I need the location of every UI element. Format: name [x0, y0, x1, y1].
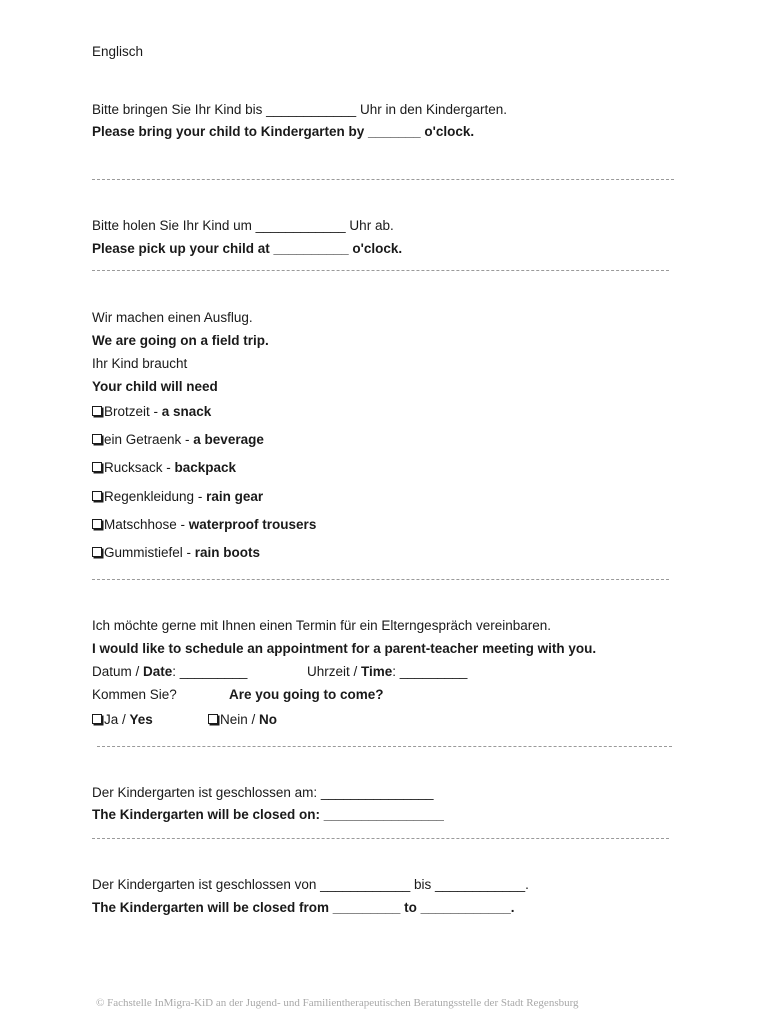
checkbox-icon[interactable]	[92, 462, 102, 472]
list-item[interactable]: ein Getraenk - a beverage	[92, 431, 264, 449]
checkbox-icon[interactable]	[92, 491, 102, 501]
come-question-german: Kommen Sie?	[92, 687, 177, 702]
bring-time-german: Bitte bringen Sie Ihr Kind bis ____________ Uhr in den Kindergarten.	[92, 102, 508, 117]
copyright-footer: © Fachstelle InMigra-KiD an der Jugend- und Familientherapeutischen Beratungsstelle der Stadt Regensburg	[96, 997, 579, 1009]
meeting-german: Ich möchte gerne mit Ihnen einen Termin für ein Elterngespräch vereinbaren.	[92, 618, 552, 633]
section-divider	[92, 179, 674, 180]
section-divider	[92, 838, 669, 839]
section-divider	[97, 746, 672, 747]
list-item[interactable]: Gummistiefel - rain boots	[92, 544, 260, 562]
trip-german: Wir machen einen Ausflug.	[92, 310, 253, 325]
closed-range-german: Der Kindergarten ist geschlossen von ____________ bis ____________.	[92, 877, 529, 892]
no-option[interactable]: Nein / No	[208, 711, 277, 729]
bring-time-english: Please bring your child to Kindergarten by _______ o'clock.	[92, 124, 475, 139]
pickup-time-english: Please pick up your child at __________ o'clock.	[92, 241, 403, 256]
section-divider	[92, 579, 669, 580]
closed-on-english: The Kindergarten will be closed on: ________________	[92, 807, 444, 822]
checkbox-icon[interactable]	[92, 434, 102, 444]
checkbox-icon[interactable]	[92, 714, 102, 724]
need-german: Ihr Kind braucht	[92, 356, 188, 371]
meeting-english: I would like to schedule an appointment for a parent-teacher meeting with you.	[92, 641, 597, 656]
come-question-english: Are you going to come?	[229, 687, 384, 702]
list-item[interactable]: Rucksack - backpack	[92, 459, 236, 477]
list-item[interactable]: Brotzeit - a snack	[92, 403, 211, 421]
meeting-date-field: Datum / Date: _________	[92, 664, 248, 679]
pickup-time-german: Bitte holen Sie Ihr Kind um ____________ Uhr ab.	[92, 218, 394, 233]
meeting-time-field: Uhrzeit / Time: _________	[307, 664, 468, 679]
list-item[interactable]: Matschhose - waterproof trousers	[92, 516, 316, 534]
closed-on-german: Der Kindergarten ist geschlossen am: _______________	[92, 785, 434, 800]
yes-option[interactable]: Ja / Yes	[92, 711, 153, 729]
need-english: Your child will need	[92, 379, 218, 394]
list-item[interactable]: Regenkleidung - rain gear	[92, 488, 263, 506]
checkbox-icon[interactable]	[92, 519, 102, 529]
checkbox-icon[interactable]	[92, 547, 102, 557]
checkbox-icon[interactable]	[92, 406, 102, 416]
checkbox-icon[interactable]	[208, 714, 218, 724]
document-header: Englisch	[92, 44, 144, 59]
trip-english: We are going on a field trip.	[92, 333, 269, 348]
closed-range-english: The Kindergarten will be closed from _________ to ____________.	[92, 900, 515, 915]
section-divider	[92, 270, 669, 271]
